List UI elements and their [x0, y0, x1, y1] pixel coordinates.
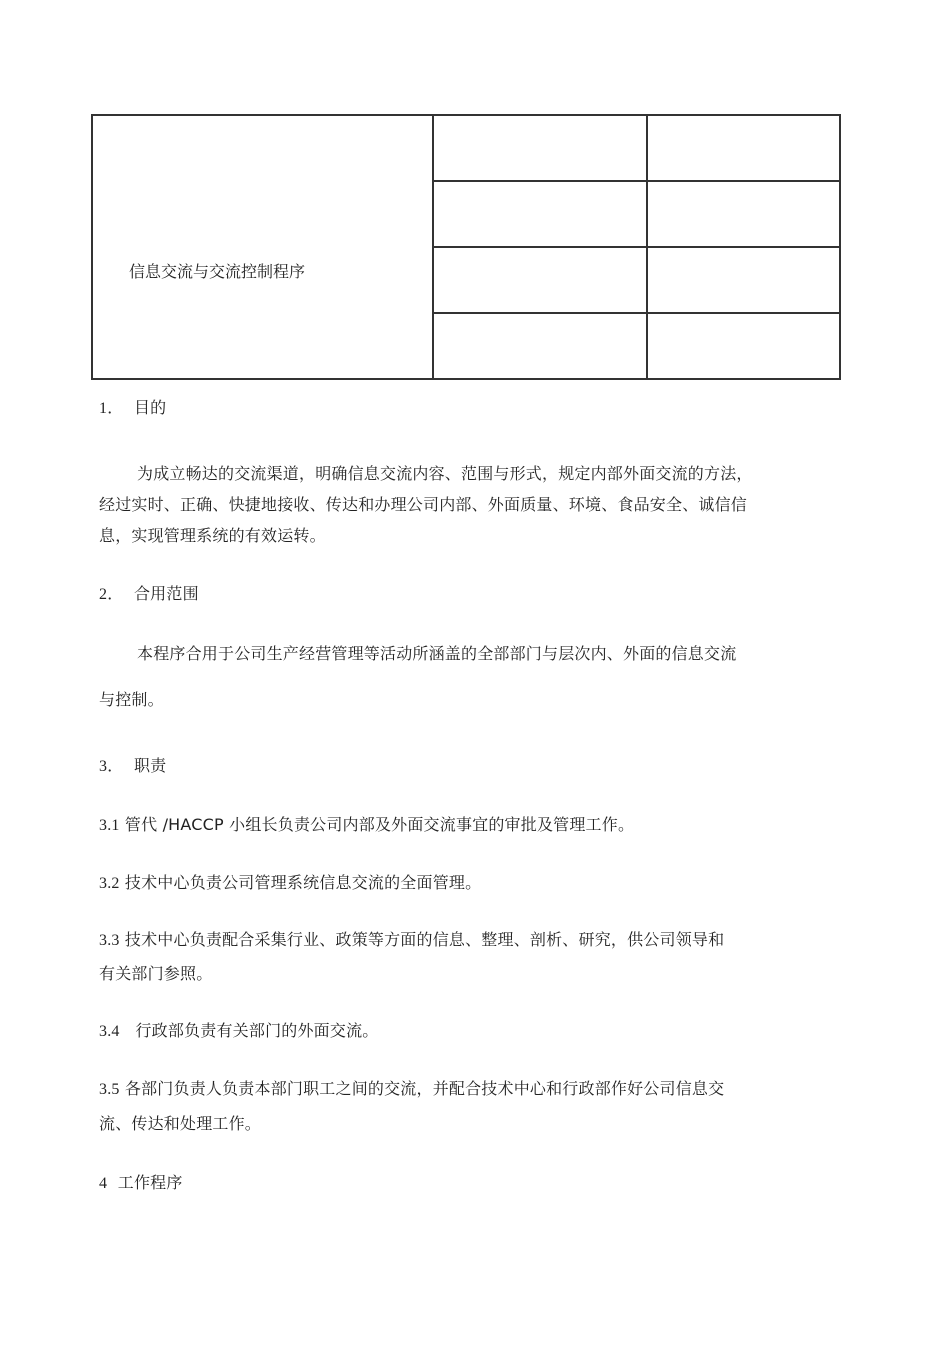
section-4-number: 4 — [99, 1175, 108, 1192]
section-1-number: 1． — [99, 400, 124, 417]
section-1-heading — [99, 395, 166, 418]
section-2-title: 合用范围 — [133, 584, 199, 603]
item-3-3-number: 3.3 — [99, 932, 120, 949]
header-cell-r2c2 — [433, 181, 647, 247]
header-cell-r4c2 — [433, 313, 647, 379]
section-4-heading — [99, 1170, 183, 1193]
section-3-number: 3． — [99, 758, 124, 775]
section-1-title: 目的 — [133, 398, 167, 417]
item-3-3-text-line-1: 技术中心负责配合采集行业、政策等方面的信息、整理、剖析、研究，供公司领导和 — [124, 930, 725, 949]
item-3-2-number: 3.2 — [99, 875, 120, 892]
item-3-4-text: 行政部负责有关部门的外面交流。 — [135, 1021, 379, 1040]
document-header-table — [91, 114, 841, 380]
section-2-body-line-1: 本程序合用于公司生产经营管理等活动所涵盖的全部部门与层次内、外面的信息交流 — [137, 644, 737, 663]
item-3-5-text-line-1: 各部门负责人负责本部门职工之间的交流，并配合技术中心和行政部作好公司信息交 — [124, 1079, 725, 1098]
section-2-number: 2． — [99, 586, 124, 603]
item-3-4-number: 3.4 — [99, 1023, 120, 1040]
section-2-body-line-2: 与控制。 — [99, 690, 164, 709]
header-cell-r1c2 — [433, 115, 647, 181]
document-title: 信息交流与交流控制程序 — [129, 262, 306, 281]
item-3-5-line-1 — [99, 1076, 724, 1099]
section-3-title: 职责 — [133, 756, 167, 775]
header-cell-r4c3 — [647, 313, 840, 379]
item-3-4 — [99, 1018, 378, 1041]
section-2-heading — [99, 581, 199, 604]
title-cell — [92, 115, 433, 379]
section-1-body-line-3: 息，实现管理系统的有效运转。 — [99, 526, 326, 545]
item-3-1 — [99, 812, 634, 835]
item-3-2-text: 技术中心负责公司管理系统信息交流的全面管理。 — [124, 873, 482, 892]
item-3-5-number: 3.5 — [99, 1081, 120, 1098]
header-cell-r2c3 — [647, 181, 840, 247]
section-4-title: 工作程序 — [117, 1173, 183, 1192]
section-1-body-line-2: 经过实时、正确、快捷地接收、传达和办理公司内部、外面质量、环境、食品安全、诚信信 — [99, 495, 748, 514]
item-3-3-text-line-2: 有关部门参照。 — [99, 964, 213, 983]
item-3-3-line-1 — [99, 927, 724, 950]
header-cell-r1c3 — [647, 115, 840, 181]
header-cell-r3c3 — [647, 247, 840, 313]
item-3-1-number: 3.1 — [99, 817, 120, 834]
item-3-2 — [99, 870, 481, 893]
section-1-body-line-1: 为成立畅达的交流渠道，明确信息交流内容、范围与形式，规定内部外面交流的方法， — [137, 464, 753, 483]
item-3-5-text-line-2: 流、传达和处理工作。 — [99, 1114, 262, 1133]
item-3-1-text: 管代 /HACCP 小组长负责公司内部及外面交流事宜的审批及管理工作。 — [124, 815, 635, 834]
header-cell-r3c2 — [433, 247, 647, 313]
section-3-heading — [99, 753, 166, 776]
